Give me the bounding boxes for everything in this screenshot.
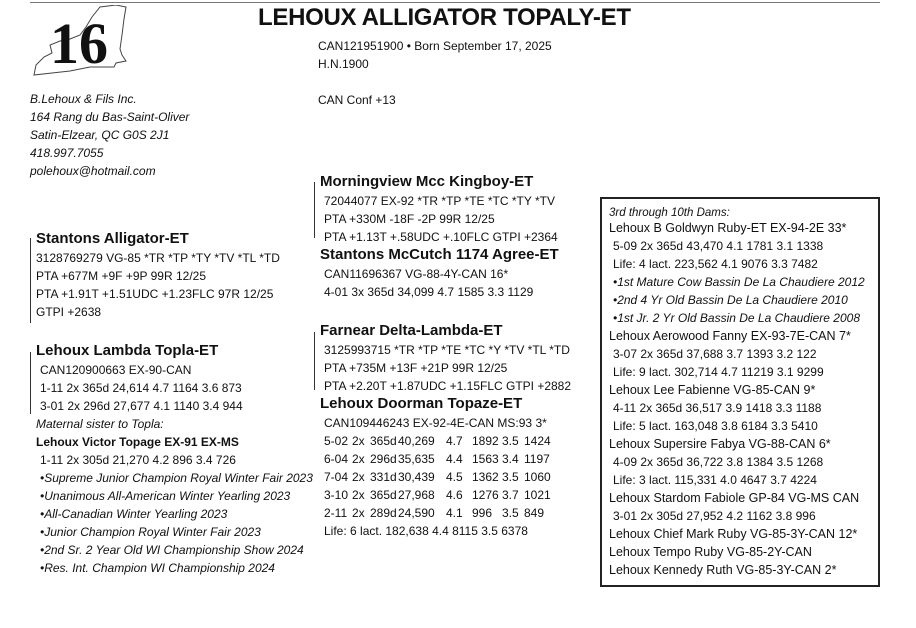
record-cell: 331d (370, 470, 397, 484)
production-record: 3-07 2x 365d 37,688 3.7 1393 3.2 122 (613, 347, 817, 361)
record-cell: 35,635 (398, 452, 435, 466)
record-cell: 5-02 (324, 434, 349, 448)
record-cell: 1892 (472, 434, 499, 448)
record-cell: 1276 (472, 488, 499, 502)
record-cell: 30,439 (398, 470, 435, 484)
record-cell: 1060 (524, 470, 551, 484)
record-cell: 2-11 (324, 506, 348, 520)
breeder-email: polehoux@hotmail.com (30, 164, 156, 178)
conformation-score: CAN Conf +13 (318, 93, 396, 107)
breeder-phone: 418.997.7055 (30, 146, 104, 160)
dam-line: 3-01 2x 296d 27,677 4.1 1140 3.4 944 (40, 399, 243, 413)
honor-line: •Res. Int. Champion WI Championship 2024 (40, 561, 275, 575)
record-cell: 1424 (524, 434, 551, 448)
dam-sire-bracket (314, 332, 315, 390)
sire-sire-line: PTA +1.13T +.58UDC +.10FLC GTPI +2364 (324, 230, 558, 244)
dam-sire-line: 3125993715 *TR *TP *TE *TC *Y *TV *TL *TD (324, 343, 570, 357)
record-cell: 3.5 (502, 506, 519, 520)
sire-dam-name: Stantons McCutch 1174 Agree-ET (320, 246, 559, 263)
record-cell: 7-04 (324, 470, 349, 484)
sire-sire-bracket (314, 182, 315, 238)
record-cell: 296d (370, 452, 397, 466)
breeder-address-2: Satin-Elzear, QC G0S 2J1 (30, 128, 170, 142)
registration-number: CAN121951900 • Born September 17, 2025 (318, 39, 552, 53)
record-row (324, 433, 584, 449)
dam-ancestor-name: Lehoux B Goldwyn Ruby-ET EX-94-2E 33* (609, 221, 847, 235)
record-cell: 3-10 (324, 488, 349, 502)
top-rule (30, 2, 880, 3)
record-cell: 40,269 (398, 434, 435, 448)
dam-ancestor-name: Lehoux Lee Fabienne VG-85-CAN 9* (609, 383, 816, 397)
record-cell: 27,968 (398, 488, 435, 502)
dam-sire-name: Farnear Delta-Lambda-ET (320, 322, 503, 339)
sire-name: Stantons Alligator-ET (36, 230, 189, 247)
award-line: •2nd 4 Yr Old Bassin De La Chaudiere 2010 (613, 293, 848, 307)
sire-dam-line: CAN11696367 VG-88-4Y-CAN 16* (324, 267, 509, 281)
sire-line: PTA +1.91T +1.51UDC +1.23FLC 97R 12/25 (36, 287, 274, 301)
dam-dam-name: Lehoux Doorman Topaze-ET (320, 395, 523, 412)
production-record: 3-01 2x 305d 27,952 4.2 1162 3.8 996 (613, 509, 816, 523)
record-cell: 3.5 (502, 470, 519, 484)
award-line: •1st Jr. 2 Yr Old Bassin De La Chaudiere 2008 (613, 311, 861, 325)
record-row (324, 487, 584, 503)
record-cell: 4.7 (446, 434, 463, 448)
dam-dam-line: CAN109446243 EX-92-4E-CAN MS:93 3* (324, 416, 547, 430)
sire-sire-line: PTA +330M -18F -2P 99R 12/25 (324, 212, 495, 226)
sire-line: GTPI +2638 (36, 305, 102, 319)
production-record: Life: 4 lact. 223,562 4.1 9076 3.3 7482 (613, 257, 818, 271)
honor-line: •Supreme Junior Champion Royal Winter Fair 2023 (40, 471, 313, 485)
record-cell: 6-04 (324, 452, 349, 466)
record-cell: 3.4 (502, 452, 519, 466)
record-row (324, 469, 584, 485)
record-cell: 2x (352, 488, 365, 502)
award-line: •1st Mature Cow Bassin De La Chaudiere 2012 (613, 275, 865, 289)
record-cell: 2x (352, 452, 365, 466)
production-record: 4-09 2x 365d 36,722 3.8 1384 3.5 1268 (613, 455, 824, 469)
honor-line: •All-Canadian Winter Yearling 2023 (40, 507, 228, 521)
record-cell: 1362 (472, 470, 499, 484)
record-cell: 1563 (472, 452, 499, 466)
record-cell: 2x (352, 434, 365, 448)
breeder-name: B.Lehoux & Fils Inc. (30, 92, 137, 106)
animal-name: LEHOUX ALLIGATOR TOPALY-ET (258, 4, 631, 31)
record-row (324, 451, 584, 467)
herd-number: H.N.1900 (318, 57, 369, 71)
record-cell: 4.4 (446, 452, 463, 466)
production-record: 4-11 2x 365d 36,517 3.9 1418 3.3 1188 (613, 401, 822, 415)
dam-ancestor-name: Lehoux Kennedy Ruth VG-85-3Y-CAN 2* (609, 563, 837, 577)
sister-name: Lehoux Victor Topage EX-91 EX-MS (36, 435, 239, 449)
dam-line: 1-11 2x 365d 24,614 4.7 1164 3.6 873 (40, 381, 242, 395)
lot-number: 16 (50, 11, 108, 76)
record-cell: 4.6 (446, 488, 463, 502)
production-record: 5-09 2x 365d 43,470 4.1 1781 3.1 1338 (613, 239, 824, 253)
dams-box-header: 3rd through 10th Dams: (609, 207, 730, 219)
dam-sire-line: PTA +2.20T +1.87UDC +1.15FLC GTPI +2882 (324, 379, 572, 393)
maternal-note: Maternal sister to Topla: (36, 417, 164, 431)
sire-line: PTA +677M +9F +9P 99R 12/25 (36, 269, 207, 283)
sire-line: 3128769279 VG-85 *TR *TP *TY *TV *TL *TD (36, 251, 280, 265)
sister-record: 1-11 2x 305d 21,270 4.2 896 3.4 726 (40, 453, 236, 467)
dam-ancestor-name: Lehoux Chief Mark Ruby VG-85-3Y-CAN 12* (609, 527, 858, 541)
record-cell: 365d (370, 488, 397, 502)
extended-dams-box (600, 197, 880, 587)
record-cell: 4.1 (446, 506, 463, 520)
dam-sire-line: PTA +735M +13F +21P 99R 12/25 (324, 361, 508, 375)
record-cell: 3.5 (502, 434, 519, 448)
record-cell: 289d (370, 506, 397, 520)
record-cell: 365d (370, 434, 397, 448)
dam-line: CAN120900663 EX-90-CAN (40, 363, 192, 377)
production-record: Life: 5 lact. 163,048 3.8 6184 3.3 5410 (613, 419, 818, 433)
sire-sire-line: 72044077 EX-92 *TR *TP *TE *TC *TY *TV (324, 194, 555, 208)
dam-bracket (30, 352, 31, 414)
honor-line: •Unanimous All-American Winter Yearling 2023 (40, 489, 291, 503)
honor-line: •2nd Sr. 2 Year Old WI Championship Show 2024 (40, 543, 304, 557)
record-cell: 3.7 (502, 488, 519, 502)
record-cell: 996 (472, 506, 493, 520)
record-cell: 849 (524, 506, 545, 520)
dam-ancestor-name: Lehoux Tempo Ruby VG-85-2Y-CAN (609, 545, 812, 559)
dam-name: Lehoux Lambda Topla-ET (36, 342, 219, 359)
dam-dam-life: Life: 6 lact. 182,638 4.4 8115 3.5 6378 (324, 524, 528, 538)
dam-ancestor-name: Lehoux Aerowood Fanny EX-93-7E-CAN 7* (609, 329, 851, 343)
sire-sire-name: Morningview Mcc Kingboy-ET (320, 173, 534, 190)
dam-ancestor-name: Lehoux Supersire Fabya VG-88-CAN 6* (609, 437, 831, 451)
record-cell: 2x (352, 506, 365, 520)
record-cell: 4.5 (446, 470, 463, 484)
breeder-address-1: 164 Rang du Bas-Saint-Oliver (30, 110, 190, 124)
record-cell: 2x (352, 470, 365, 484)
record-cell: 1021 (524, 488, 551, 502)
record-cell: 1197 (524, 452, 550, 466)
honor-line: •Junior Champion Royal Winter Fair 2023 (40, 525, 261, 539)
dam-ancestor-name: Lehoux Stardom Fabiole GP-84 VG-MS CAN (609, 491, 860, 505)
sire-dam-line: 4-01 3x 365d 34,099 4.7 1585 3.3 1129 (324, 285, 534, 299)
production-record: Life: 3 lact. 115,331 4.0 4647 3.7 4224 (613, 473, 817, 487)
record-row (324, 505, 584, 521)
sire-bracket (30, 238, 31, 323)
production-record: Life: 9 lact. 302,714 4.7 11219 3.1 9299 (613, 365, 824, 379)
record-cell: 24,590 (398, 506, 435, 520)
